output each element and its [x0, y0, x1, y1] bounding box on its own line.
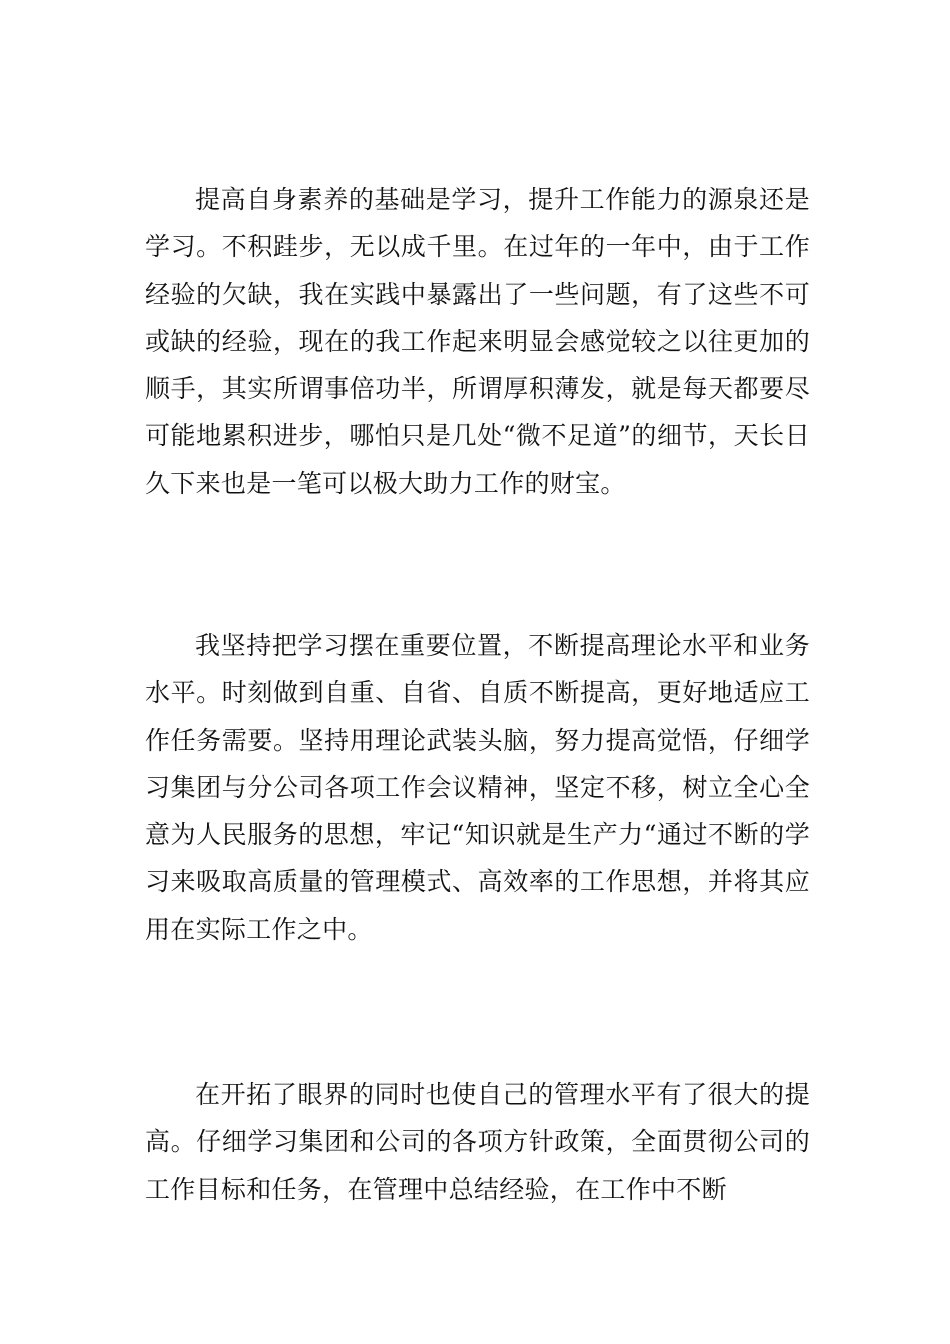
- body-paragraph-2: 我坚持把学习摆在重要位置，不断提高理论水平和业务水平。时刻做到自重、自省、自质不断提高，更好地适应工作任务需要。坚持用理论武装头脑，努力提高觉悟，仔细学习集团与分公司各项工作会议精神，坚定不移，树立全心全意为人民服务的思想，牢记“知识就是生产力“通过不断的学习来吸取高质量的管理模式、高效率的工作思想，并将其应用在实际工作之中。: [145, 631, 810, 944]
- body-paragraph-3: 在开拓了眼界的同时也使自己的管理水平有了很大的提高。仔细学习集团和公司的各项方针政策，全面贯彻公司的工作目标和任务，在管理中总结经验，在工作中不断: [145, 1080, 810, 1204]
- body-paragraph-1: 提高自身素养的基础是学习，提升工作能力的源泉还是学习。不积跬步，无以成千里。在过年的一年中，由于工作经验的欠缺，我在实践中暴露出了一些问题，有了这些不可或缺的经验，现在的我工作起来明显会感觉较之以往更加的顺手，其实所谓事倍功半，所谓厚积薄发，就是每天都要尽可能地累积进步，哪怕只是几处“微不足道”的细节，天长日久下来也是一笔可以极大助力工作的财宝。: [145, 185, 810, 498]
